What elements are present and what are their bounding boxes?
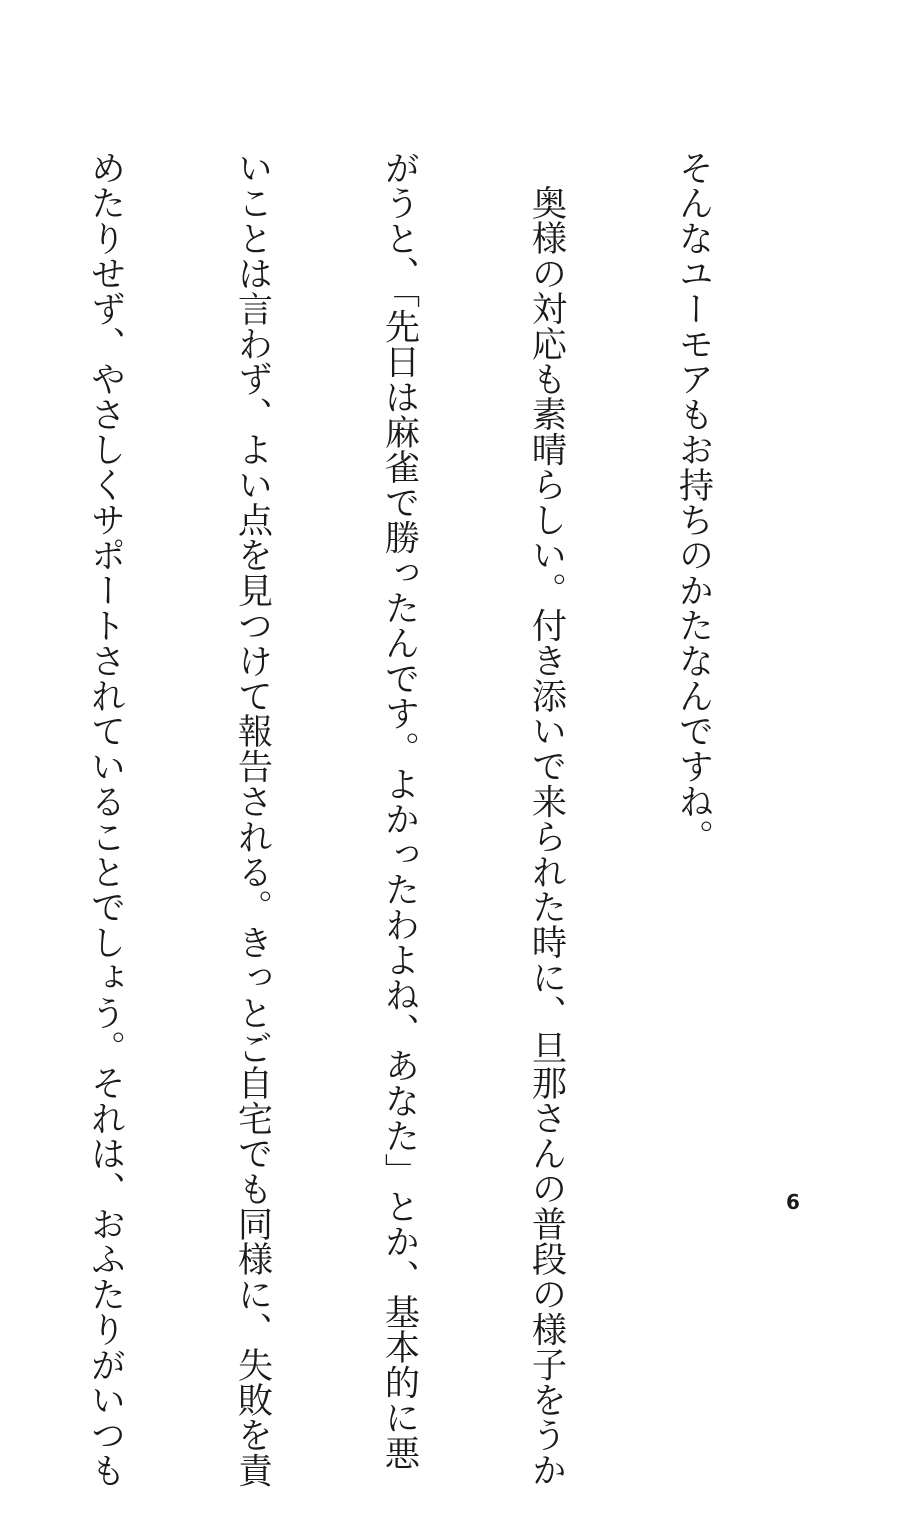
text-column: めたりせず、やさしくサポートされていることでしょう。それは、おふたりがいつも (85, 150, 126, 1488)
text-column: がうと、「先日は麻雀で勝ったんです。よかったわよね、あなた」とか、基本的に悪 (379, 150, 420, 1470)
body-text (85, 150, 816, 1488)
page-number: 6 (786, 1190, 800, 1214)
text-column: 奥様の対応も素晴らしい。付き添いで来られた時に、旦那さんの普段の様子をうか (526, 185, 567, 1488)
text-column: いことは言わず、よい点を見つけて報告される。きっとご自宅でも同様に、失敗を責 (232, 150, 273, 1488)
text-column: そんなユーモアもお持ちのかたなんですね。 (673, 150, 714, 854)
